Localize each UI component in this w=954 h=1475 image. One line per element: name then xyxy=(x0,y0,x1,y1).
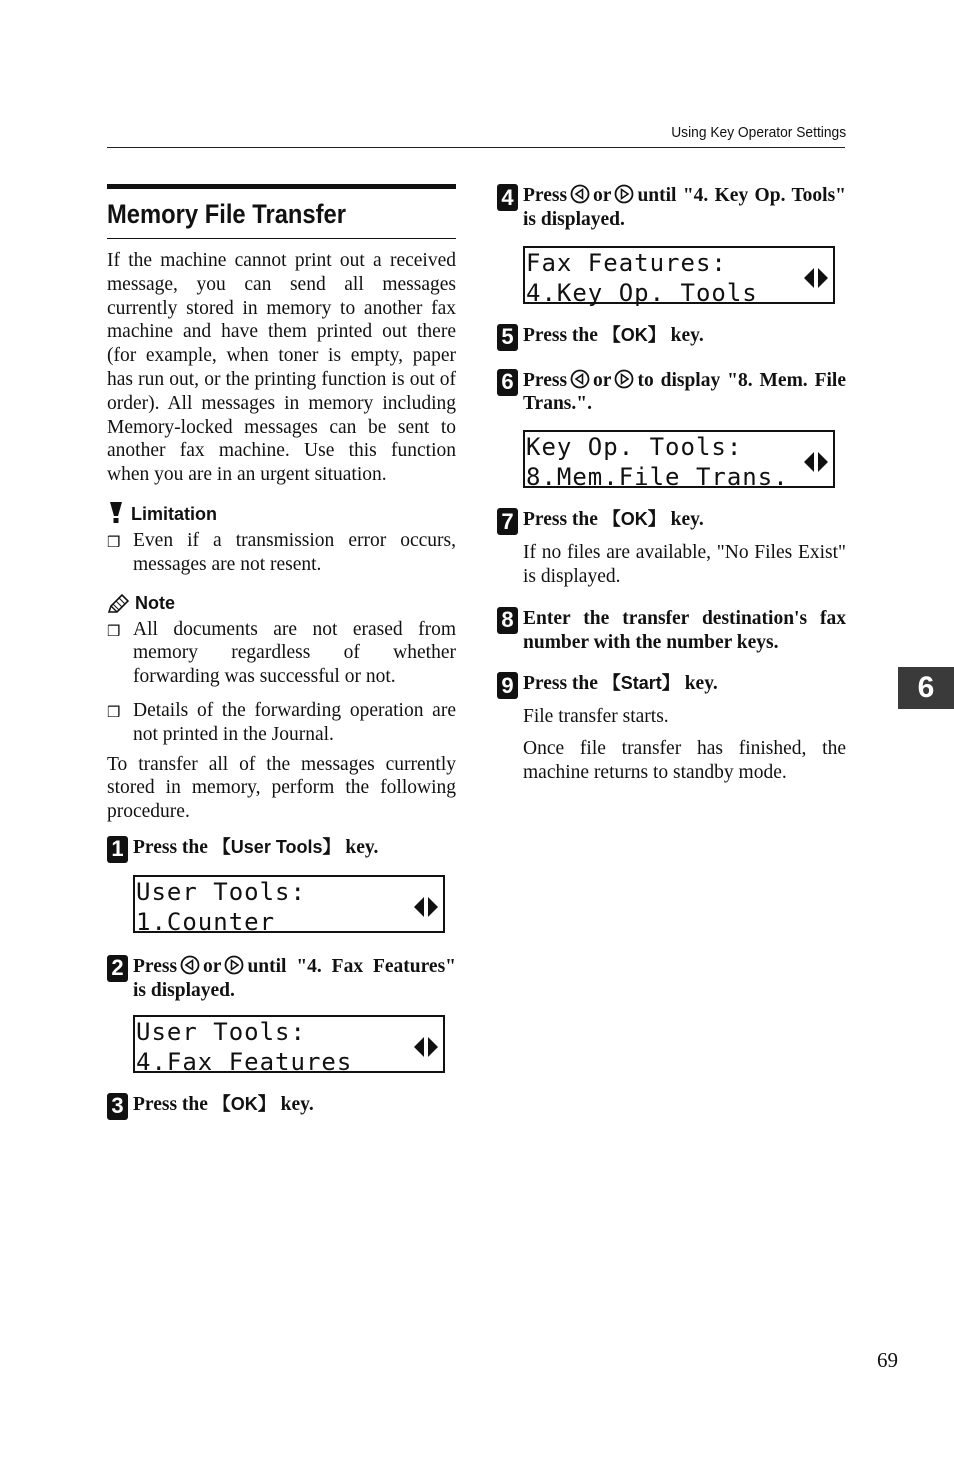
step-7 xyxy=(497,508,846,535)
step-text-pre: Press the xyxy=(133,836,213,858)
step-detail: If no files are available, "No Files Exist" is displayed. xyxy=(523,542,846,587)
limitation-heading xyxy=(107,501,456,525)
step-text-post: until "4. Fax Features" is displayed. xyxy=(133,955,456,1001)
step-text-post: key. xyxy=(679,673,718,695)
lcd-left-right-arrows-icon xyxy=(413,896,439,918)
note-heading xyxy=(107,593,456,614)
step-text-post: until "4. Key Op. Tools" is displayed. xyxy=(523,185,846,230)
step-text-post: key. xyxy=(665,324,704,346)
lcd-line-2: 4.Key Op. Tools xyxy=(526,278,758,307)
lcd-left-right-arrows-icon xyxy=(413,1036,439,1058)
step-text xyxy=(523,184,846,232)
step-6 xyxy=(497,369,846,417)
step-number: 5 xyxy=(497,324,518,351)
step-number: 1 xyxy=(107,836,128,863)
step-text-pre: Press the xyxy=(133,1093,213,1115)
lcd-left-right-arrows-icon xyxy=(803,451,829,473)
left-arrow-key-icon xyxy=(180,955,200,975)
right-arrow-key-icon xyxy=(614,369,634,389)
ok-key: 【OK】 xyxy=(602,324,666,345)
lcd-display xyxy=(523,430,835,492)
step-text xyxy=(523,324,846,348)
pencil-icon xyxy=(107,594,129,614)
step-number: 6 xyxy=(497,369,518,396)
step-text xyxy=(133,955,456,1003)
left-column xyxy=(107,184,456,1120)
limitation-item xyxy=(107,529,456,577)
right-arrow-key-icon xyxy=(224,955,244,975)
step-text-post: key. xyxy=(275,1093,314,1115)
lcd-line-1: User Tools: xyxy=(136,877,306,906)
step-number: 4 xyxy=(497,184,518,211)
step-text-pre: Press xyxy=(523,185,568,206)
step-text-pre: Press xyxy=(133,955,178,977)
right-arrow-key-icon xyxy=(614,184,634,204)
step-text-mid: or xyxy=(593,369,612,391)
note-item xyxy=(107,618,456,689)
step-number: 3 xyxy=(107,1093,128,1120)
step-1 xyxy=(107,836,456,863)
procedure-intro: To transfer all of the messages currently stored in memory, perform the following procedure. xyxy=(107,753,456,823)
step-text xyxy=(523,369,846,417)
lcd-line-2: 4.Fax Features xyxy=(136,1047,353,1076)
step-text-pre: Press xyxy=(523,369,568,391)
lcd-line-1: Fax Features: xyxy=(526,248,727,277)
step-number: 7 xyxy=(497,508,518,535)
step-text-post: key. xyxy=(665,509,704,531)
step-4 xyxy=(497,184,846,232)
step-9 xyxy=(497,672,846,699)
lcd-line-1: Key Op. Tools: xyxy=(526,433,743,462)
step-text-mid: or xyxy=(203,955,222,977)
step-text-pre: Press the xyxy=(523,509,603,531)
lcd-line-1: User Tools: xyxy=(136,1017,306,1046)
lcd-display xyxy=(133,875,445,936)
step-detail: Once file transfer has finished, the machine returns to standby mode. xyxy=(523,738,846,783)
header-rule xyxy=(107,147,845,148)
step-3 xyxy=(107,1093,456,1120)
left-arrow-key-icon xyxy=(570,369,590,389)
step-text-pre: Press the xyxy=(523,673,603,695)
note-text: Details of the forwarding operation are not printed in the Journal. xyxy=(133,699,456,745)
step-text xyxy=(523,672,846,696)
step-text xyxy=(523,508,846,532)
step-text-mid: or xyxy=(593,185,612,206)
exclamation-icon xyxy=(107,501,125,525)
page-number: 69 xyxy=(877,1348,898,1372)
lcd-display xyxy=(523,246,835,307)
note-item xyxy=(107,699,456,747)
title-rule xyxy=(107,238,456,239)
step-detail: File transfer starts. xyxy=(523,706,669,728)
limitation-text: Even if a transmission error occurs, messages are not resent. xyxy=(133,529,456,575)
step-number: 9 xyxy=(497,672,518,699)
ok-key: 【OK】 xyxy=(212,1093,276,1114)
checkbox-bullet-icon: ❒ xyxy=(107,702,121,721)
note-text: All documents are not erased from memory regardless of whether forwarding was successful or not. xyxy=(133,618,456,688)
step-2 xyxy=(107,955,456,1003)
note-label: Note xyxy=(135,592,175,613)
step-text-post: to display "8. Mem. File Trans.". xyxy=(523,369,846,415)
title-bar xyxy=(107,184,456,189)
step-text xyxy=(133,836,456,860)
right-column xyxy=(497,180,846,785)
chapter-tab: 6 xyxy=(898,667,954,709)
limitation-label: Limitation xyxy=(131,503,217,524)
lcd-line-2: 1.Counter xyxy=(136,907,276,936)
step-text-post: key. xyxy=(340,836,379,858)
step-5 xyxy=(497,324,846,351)
lcd-display xyxy=(133,1015,445,1076)
checkbox-bullet-icon: ❒ xyxy=(107,621,121,640)
checkbox-bullet-icon: ❒ xyxy=(107,532,121,551)
left-arrow-key-icon xyxy=(570,184,590,204)
step-text: Enter the transfer destination's fax number with the number keys. xyxy=(523,607,846,653)
lcd-left-right-arrows-icon xyxy=(803,267,829,289)
step-text xyxy=(133,1093,456,1117)
step-number: 8 xyxy=(497,607,518,634)
lcd-line-2: 8.Mem.File Trans. xyxy=(526,463,789,492)
step-number: 2 xyxy=(107,955,128,982)
running-header: Using Key Operator Settings xyxy=(671,124,846,141)
ok-key: 【OK】 xyxy=(602,509,666,530)
user-tools-key: 【User Tools】 xyxy=(212,836,341,857)
intro-paragraph: If the machine cannot print out a received message, you can send all messages currently stored in memory to another fax machine and have them printed out there (for example, when toner is empty, paper has run out, or the printing function is out of order). All messages in memory including Memory-locked messages can be sent to another fax machine. Use this function when you are in an urgent situation. xyxy=(107,250,456,486)
step-text-pre: Press the xyxy=(523,324,603,346)
step-8 xyxy=(497,607,846,655)
page-title: Memory File Transfer xyxy=(107,199,347,229)
start-key: 【Start】 xyxy=(602,673,680,694)
